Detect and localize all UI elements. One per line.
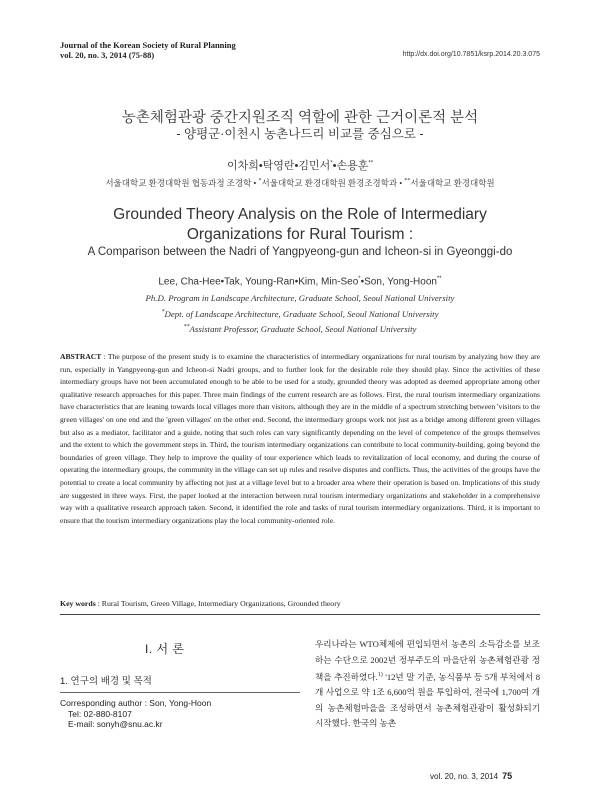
english-affiliation-3-line <box>0 324 600 334</box>
korean-affiliation-2: 서울대학교 환경대학원 환경조경학과 • <box>261 178 405 188</box>
section-divider <box>60 614 540 615</box>
page-footer <box>430 771 512 781</box>
journal-name: Journal of the Korean Society of Rural Planning <box>60 40 236 50</box>
body-text-part1: 우리나라는 WTO체제에 편입되면서 농촌의 소득감소를 보조하는 수단으로 2002년 정부주도의 마을단위 농촌체험관광 정책을 추진하였다. <box>315 639 540 682</box>
korean-title: 농촌체험관광 중간지원조직 역할에 관한 근거이론적 분석 <box>121 110 479 126</box>
keywords <box>60 599 540 608</box>
english-affiliation-3: Assistant Professor, Graduate School, Seoul National University <box>189 324 417 334</box>
english-affiliation-2-line <box>0 309 600 319</box>
korean-author-last: •손용훈 <box>332 160 369 172</box>
english-title-line2: Organizations for Rural Tourism : <box>186 226 414 243</box>
korean-affiliations <box>0 177 600 189</box>
footer-issue: vol. 20, no. 3, 2014 <box>430 772 499 781</box>
english-affiliation-2-mark: * <box>161 309 165 316</box>
english-subtitle: A Comparison between the Nadri of Yangpyeong-gun and Icheon-si in Gyeonggi-do <box>87 246 513 258</box>
korean-author-mark: * <box>330 160 333 167</box>
korean-author-names: 이차희•탁영란•김민서 <box>226 160 331 172</box>
corresponding-tel: Tel: 02-880-8107 <box>68 708 132 719</box>
corresponding-author-block <box>60 698 211 730</box>
body-text-part2: '12년 말 기준, 농식품부 등 5개 부처에서 8개 사업으로 약 1조 6,600억 원을 투입하여, 전국에 1,700여 개의 농촌체험마을을 조성하면서 농촌체험관광이 활성화되기 시작했다. 한국의 농촌 <box>315 671 540 729</box>
section-heading: I. 서 론 <box>145 642 185 656</box>
english-author-names: Lee, Cha-Hee•Tak, Young-Ran•Kim, Min-Seo <box>158 276 359 288</box>
korean-affiliation-2-mark: * <box>258 178 262 185</box>
english-affiliation-1: Ph.D. Program in Landscape Architecture, Graduate School, Seoul National University <box>145 293 455 303</box>
abstract-text: : The purpose of the present study is to examine the characteristics of intermediary organizations for rural tourism by analyzing how they are run, especially in Yangpyeong-gun and Icheon-si Nadri groups, and to further look for the desirable role they should play. Since the activities of these intermediary groups have not been accumulated enough to be able to be used for a study, grounded theory was adopted as deemed appropriate among other qualitative research approaches for this paper. Three main findings of the current research are as follows. First, the rural tourism intermediary organizations have characteristics that are leaning towards local villages more than visitors, although they are in the middle of a spectrum stretching between 'visitors to the green villages' on one end and the 'green villages' on the other end. Second, the intermediary groups work not just as a bridge among different green villages but also as a mediator, facilitator and a guide, noting that such roles can vary significantly depending on the level of competence of the groups themselves and the extent to which the government steps in. Third, the tourism intermediary organizations can contribute to local community-building, going beyond the boundaries of green village. They help to improve the quality of tour experience which leads to revitalization of local economy, and during the course of operating the intermediary groups, the community in the village can set up rules and resolve disputes and conflicts. Thus, the activities of the groups have the potential to create a local community by affecting not just at a village level but to a broader area where their operation is based on. Implications of this study are suggested in three ways. First, the paper looked at the interaction between rural tourism intermediary organizations and stakeholder in a comprehensive way with a qualitative research approach taken. Second, it identified the role and tasks of rural tourism intermediary organizations. Third, it is important to ensure that the tourism intermediary organizations play the local community-oriented role. <box>60 352 540 525</box>
english-author-mark: * <box>358 276 361 282</box>
english-author-last-mark: ** <box>436 276 442 282</box>
footnote-mark: 1) <box>377 672 383 678</box>
korean-authors <box>0 157 600 173</box>
english-author-last: •Son, Yong-Hoon <box>360 276 437 288</box>
keywords-text: : Rural Tourism, Green Village, Intermediary Organizations, Grounded theory <box>95 599 341 608</box>
korean-author-last-mark: ** <box>368 160 374 167</box>
keywords-label: Key words <box>60 599 96 608</box>
volume-info: vol. 20, no. 3, 2014 (75-88) <box>60 50 155 60</box>
english-affiliation-3-mark: ** <box>183 324 190 331</box>
body-paragraph <box>315 637 540 732</box>
corresponding-email[interactable]: E-mail: sonyh@snu.ac.kr <box>68 719 163 729</box>
korean-affiliation-3: 서울대학교 환경대학원 <box>410 178 495 188</box>
page-number: 75 <box>502 771 513 781</box>
abstract <box>60 351 540 527</box>
english-affiliation-2: Dept. of Landscape Architecture, Graduate School, Seoul National University <box>164 309 439 319</box>
subsection-heading: 1. 연구의 배경 및 목적 <box>60 676 152 687</box>
journal-header <box>60 40 540 60</box>
korean-subtitle: - 양평군·이천시 농촌나드리 비교를 중심으로 - <box>176 127 424 141</box>
corresponding-author: Corresponding author : Son, Yong-Hoon <box>60 698 212 708</box>
abstract-label: ABSTRACT <box>60 352 102 361</box>
doi-link[interactable]: http://dx.doi.org/10.7851/ksrp.2014.20.3.075 <box>402 51 540 58</box>
english-authors <box>0 276 600 287</box>
korean-affiliation-1: 서울대학교 환경대학원 협동과정 조경학 • <box>105 178 259 188</box>
korean-affiliation-3-mark: ** <box>404 178 411 185</box>
footnote-divider <box>60 692 300 693</box>
english-title-line1: Grounded Theory Analysis on the Role of Intermediary <box>113 206 487 223</box>
